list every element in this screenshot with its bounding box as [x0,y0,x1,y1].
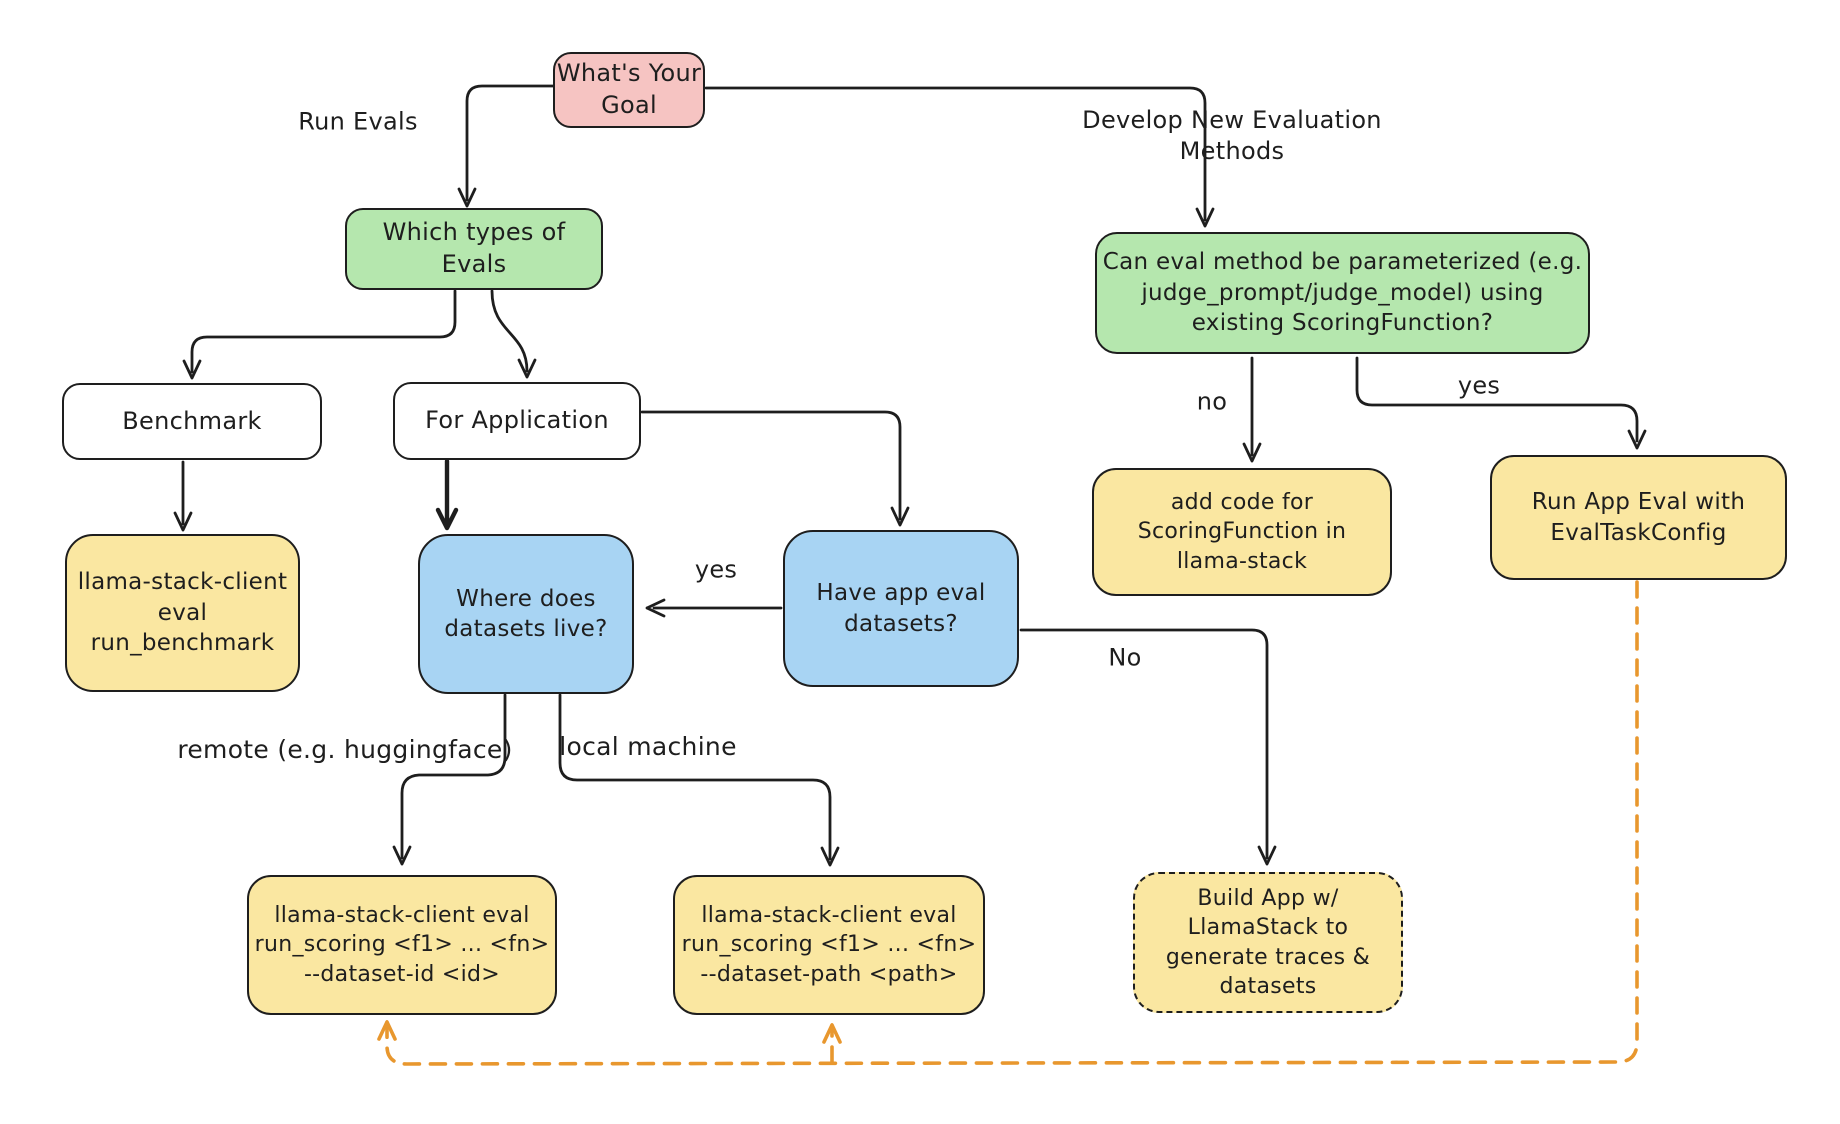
edge-where-datasets-to-scoring-path-local [560,695,838,865]
edge-for-application-to-where-datasets [438,461,456,528]
edge-run-app-eval-feedback-arrowheads [379,1022,840,1042]
edge-can-eval-to-add-code-no [1244,358,1260,461]
node-run-scoring-dataset-id: llama-stack-client eval run_scoring <f1> ... <fn> --dataset-id <id> [247,875,557,1015]
node-for-application: For Application [393,382,641,460]
node-have-app-eval-datasets: Have app eval datasets? [783,530,1019,687]
node-which-types-of-evals: Which types of Evals [345,208,603,290]
edge-label-no-mid: No [1108,643,1142,672]
edge-goal-to-which-types [459,86,556,206]
edge-which-types-to-for-application [492,291,535,377]
node-run-scoring-dataset-path: llama-stack-client eval run_scoring <f1> ... <fn> --dataset-path <path> [673,875,985,1015]
node-benchmark: Benchmark [62,383,322,460]
edge-which-types-to-benchmark [184,291,455,378]
edge-label-remote-huggingface: remote (e.g. huggingface) [177,734,513,764]
node-where-does-datasets-live: Where does datasets live? [418,534,634,694]
edge-label-yes-mid: yes [694,555,738,584]
edge-have-datasets-to-where-datasets-yes [647,600,781,616]
edge-benchmark-to-run-benchmark [175,462,191,530]
edge-where-datasets-to-scoring-id-remote [394,695,505,864]
edge-have-datasets-to-build-app-no [1021,630,1275,864]
edge-label-develop-new-evaluation-methods: Develop New Evaluation Methods [1082,105,1382,165]
edge-label-yes-right: yes [1457,371,1501,400]
node-can-eval-method-be-parameterized: Can eval method be parameterized (e.g. judge_prompt/judge_model) using existing ScoringFunction? [1095,232,1590,354]
edge-label-local-machine: local machine [559,731,737,761]
node-run-app-eval-with-evaltaskconfig: Run App Eval with EvalTaskConfig [1490,455,1787,580]
node-add-code-for-scoringfunction: add code for ScoringFunction in llama-stack [1092,468,1392,596]
node-build-app-w-llamastack: Build App w/ LlamaStack to generate traces & datasets [1133,872,1403,1013]
node-llama-stack-client-eval-run-benchmark: llama-stack-client eval run_benchmark [65,534,300,692]
node-whats-your-goal: What's Your Goal [553,52,705,128]
edge-can-eval-to-run-app-eval-yes [1357,358,1645,448]
edge-label-no-right: no [1196,387,1228,416]
edge-label-run-evals: Run Evals [298,107,418,136]
edge-for-application-to-have-datasets [642,412,908,525]
